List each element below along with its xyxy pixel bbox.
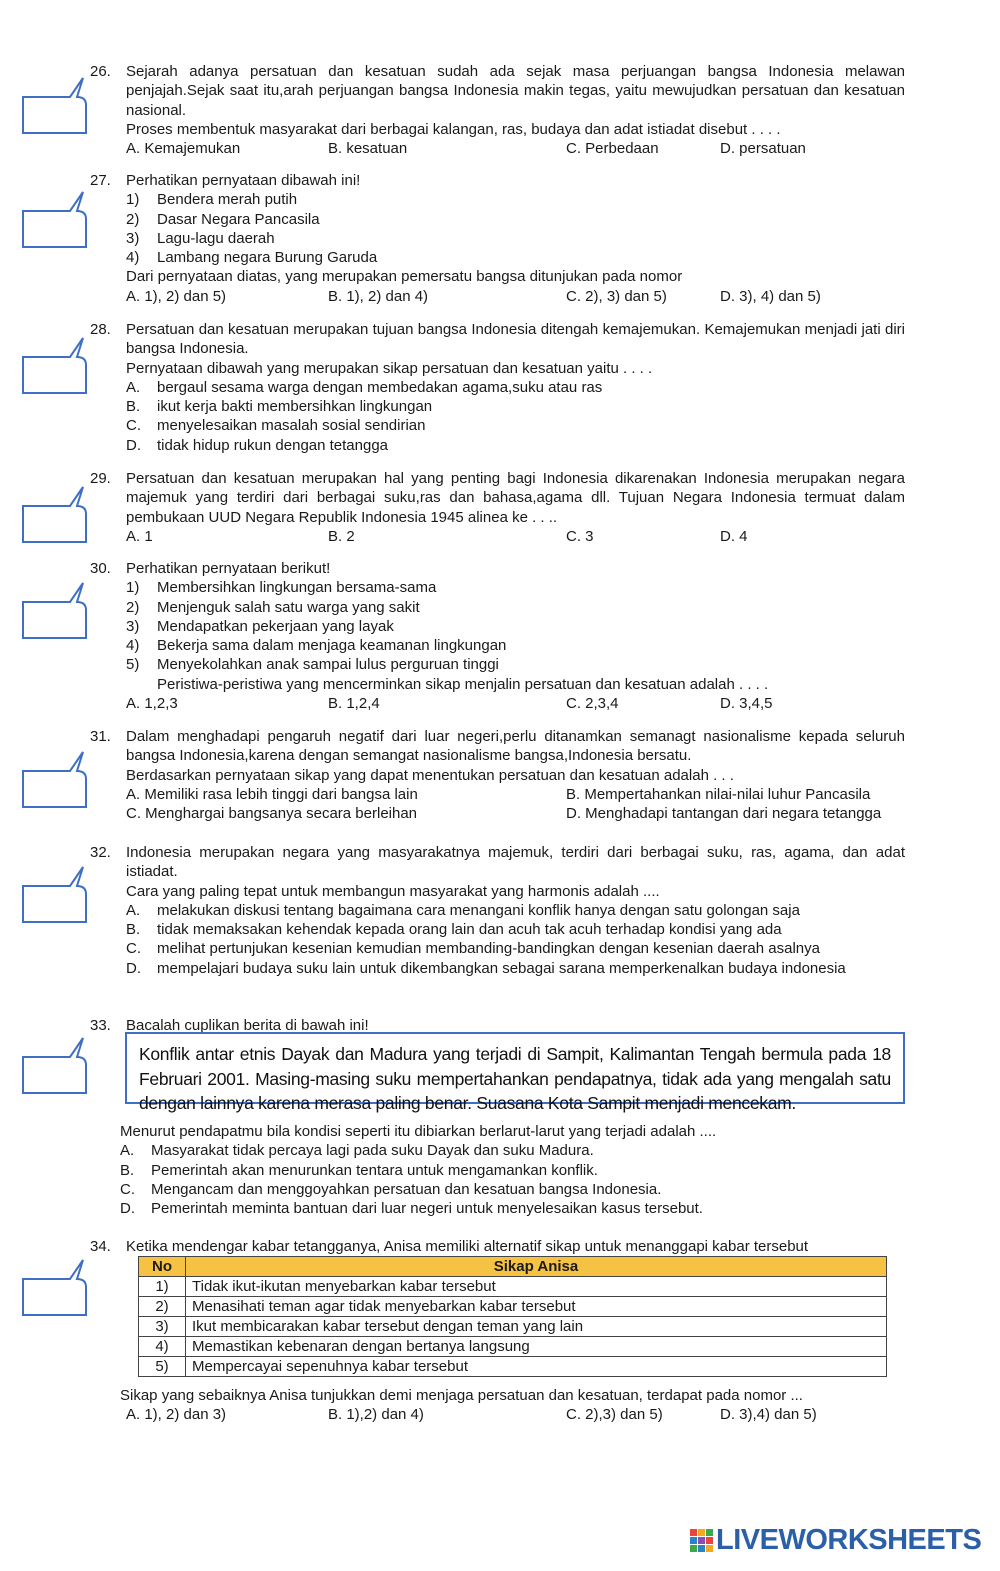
list-item: C. Mengancam dan menggoyahkan persatuan dan kesatuan bangsa Indonesia. bbox=[120, 1180, 662, 1198]
list-item: C. menyelesaikan masalah sosial sendirian bbox=[126, 417, 426, 435]
question-text: Perhatikan pernyataan dibawah ini! bbox=[126, 172, 361, 189]
column-header-no: No bbox=[139, 1257, 186, 1277]
options-row bbox=[126, 527, 905, 546]
option-d: D. 3),4) dan 5) bbox=[720, 1406, 817, 1424]
question-28 bbox=[90, 320, 905, 455]
list-item: D. mempelajari budaya suku lain untuk dikembangkan sebagai sarana memperkenalkan budaya indonesia bbox=[126, 959, 846, 977]
question-number: 34. bbox=[90, 1238, 111, 1255]
question-26 bbox=[90, 62, 905, 158]
table-row: 2) Menasihati teman agar tidak menyebarkan kabar tersebut bbox=[139, 1297, 887, 1317]
options-row bbox=[126, 139, 905, 158]
option-a: A. Memiliki rasa lebih tinggi dari bangsa lain bbox=[126, 785, 418, 803]
question-text: Bacalah cuplikan berita di bawah ini! bbox=[126, 1017, 369, 1034]
question-prompt: Peristiwa-peristiwa yang mencerminkan sikap menjalin persatuan dan kesatuan adalah . . . . bbox=[157, 675, 769, 693]
list-item: C. melihat pertunjukan kesenian kemudian membanding-bandingkan dengan kesenian daerah asalnya bbox=[126, 940, 820, 958]
option-b: B. 2 bbox=[328, 527, 355, 545]
question-text: Indonesia merupakan negara yang masyarakatnya majemuk, terdiri dari berbagai suku, ras, agama, dan adat istiadat. bbox=[126, 844, 905, 881]
question-text: Dalam menghadapi pengaruh negatif dari luar negeri,perlu ditanamkan semanagt nasionalisme kepada seluruh bangsa Indonesia,karena dengan semangat nasionalisme bangsa,Indonesia bersatu. bbox=[126, 728, 905, 765]
answer-box-32[interactable] bbox=[20, 862, 90, 926]
question-prompt: Berdasarkan pernyataan sikap yang dapat menentukan persatuan dan kesatuan adalah . . . bbox=[126, 766, 734, 784]
list-item: A. bergaul sesama warga dengan membedakan agama,suku atau ras bbox=[126, 378, 603, 396]
answer-box-31[interactable] bbox=[20, 747, 90, 811]
question-33-options bbox=[120, 1122, 910, 1218]
answer-box-29[interactable] bbox=[20, 482, 90, 546]
option-a: A. 1 bbox=[126, 527, 153, 545]
list-item: D. Pemerintah meminta bantuan dari luar negeri untuk menyelesaikan kasus tersebut. bbox=[120, 1200, 703, 1218]
list-item: 3) Mendapatkan pekerjaan yang layak bbox=[126, 617, 394, 635]
option-b: B. 1), 2) dan 4) bbox=[328, 287, 429, 305]
question-text: Persatuan dan kesatuan merupakan hal yang penting bagi Indonesia dikarenakan Indonesia merupakan negara majemuk yang terdiri dari berbagai suku,ras dan bahasa,agama dll. Tujuan Negara Indonesia termuat dalam pembukaan UUD Negara Republik Indonesia 1945 alinea ke . . .. bbox=[126, 470, 905, 526]
option-b: B. Mempertahankan nilai-nilai luhur Pancasila bbox=[566, 785, 871, 803]
news-excerpt-box: Konflik antar etnis Dayak dan Madura yang terjadi di Sampit, Kalimantan Tengah bermula pada 18 Februari 2001. Masing-masing suku mempertahankan pendapatnya, tidak ada yang mengalah satu dengan lainnya karena merasa paling benar. Suasana Kota Sampit menjadi mencekam. bbox=[125, 1032, 905, 1104]
table-row: 3) Ikut membicarakan kabar tersebut dengan teman yang lain bbox=[139, 1317, 887, 1337]
question-text: Persatuan dan kesatuan merupakan tujuan bangsa Indonesia ditengah kemajemukan. Kemajemukan menjadi jati diri bangsa Indonesia. bbox=[126, 321, 905, 358]
question-prompt: Menurut pendapatmu bila kondisi seperti itu dibiarkan berlarut-larut yang terjadi adalah .... bbox=[120, 1123, 717, 1140]
answer-box-33[interactable] bbox=[20, 1033, 90, 1097]
option-c: C. 3 bbox=[566, 527, 594, 545]
question-prompt: Dari pernyataan diatas, yang merupakan pemersatu bangsa ditunjukan pada nomor bbox=[126, 268, 683, 286]
table-row: 5) Mempercayai sepenuhnya kabar tersebut bbox=[139, 1357, 887, 1377]
list-item: A. Masyarakat tidak percaya lagi pada suku Dayak dan suku Madura. bbox=[120, 1142, 594, 1160]
option-b: B. 1),2) dan 4) bbox=[328, 1406, 424, 1424]
question-number: 27. bbox=[90, 172, 111, 189]
question-prompt: Proses membentuk masyarakat dari berbagai kalangan, ras, budaya dan adat istiadat disebut . . . . bbox=[126, 120, 781, 138]
question-number: 28. bbox=[90, 321, 111, 338]
list-item: A. melakukan diskusi tentang bagaimana cara menangani konflik hanya dengan satu golongan saja bbox=[126, 901, 800, 919]
question-prompt: Sikap yang sebaiknya Anisa tunjukkan demi menjaga persatuan dan kesatuan, terdapat pada nomor ... bbox=[120, 1387, 803, 1404]
list-item: 1) Bendera merah putih bbox=[126, 191, 298, 209]
option-d: D. 3), 4) dan 5) bbox=[720, 287, 821, 305]
question-29 bbox=[90, 469, 905, 546]
question-text: Sejarah adanya persatuan dan kesatuan sudah ada sejak masa perjuangan bangsa Indonesia melawan penjajah.Sejak saat itu,arah perjuangan bangsa Indonesia makin tegas, yaitu mewujudkan persatuan dan kesatuan nasional. bbox=[126, 63, 905, 119]
list-item: 5) Menyekolahkan anak sampai lulus perguruan tinggi bbox=[126, 656, 499, 674]
question-number: 30. bbox=[90, 560, 111, 577]
option-d: D. 4 bbox=[720, 527, 748, 545]
answer-box-34[interactable] bbox=[20, 1255, 90, 1319]
list-item: 1) Membersihkan lingkungan bersama-sama bbox=[126, 579, 437, 597]
question-text: Perhatikan pernyataan berikut! bbox=[126, 560, 331, 577]
logo-text: LIVEWORKSHEETS bbox=[716, 1524, 982, 1556]
list-item: 2) Menjenguk salah satu warga yang sakit bbox=[126, 598, 420, 616]
option-c: C. Menghargai bangsanya secara berleihan bbox=[126, 805, 418, 823]
table-header-row bbox=[139, 1257, 887, 1277]
list-item: B. ikut kerja bakti membersihkan lingkungan bbox=[126, 398, 433, 416]
question-number: 31. bbox=[90, 728, 111, 745]
list-item: 3) Lagu-lagu daerah bbox=[126, 229, 275, 247]
table-row: 4) Memastikan kebenaran dengan bertanya langsung bbox=[139, 1337, 887, 1357]
question-32 bbox=[90, 843, 905, 978]
question-prompt: Pernyataan dibawah yang merupakan sikap persatuan dan kesatuan yaitu . . . . bbox=[126, 359, 653, 377]
answer-box-26[interactable] bbox=[20, 73, 90, 137]
question-34-options bbox=[120, 1386, 910, 1425]
logo-grid-icon bbox=[690, 1529, 713, 1552]
option-a: A. 1), 2) dan 3) bbox=[126, 1406, 227, 1424]
list-item: 2) Dasar Negara Pancasila bbox=[126, 210, 320, 228]
option-a: A. 1), 2) dan 5) bbox=[126, 287, 227, 305]
table-row: 1) Tidak ikut-ikutan menyebarkan kabar tersebut bbox=[139, 1277, 887, 1297]
option-b: B. 1,2,4 bbox=[328, 695, 380, 713]
options-row bbox=[126, 804, 905, 823]
options-row bbox=[126, 694, 905, 713]
option-c: C. 2,3,4 bbox=[566, 695, 619, 713]
option-d: D. persatuan bbox=[720, 140, 806, 158]
question-number: 26. bbox=[90, 63, 111, 80]
question-prompt: Cara yang paling tepat untuk membangun masyarakat yang harmonis adalah .... bbox=[126, 882, 660, 900]
question-text: Ketika mendengar kabar tetangganya, Anisa memiliki alternatif sikap untuk menanggapi kabar tersebut bbox=[126, 1238, 809, 1255]
option-c: C. 2),3) dan 5) bbox=[566, 1406, 663, 1424]
liveworksheets-logo bbox=[690, 1524, 981, 1557]
column-header-sikap: Sikap Anisa bbox=[186, 1257, 887, 1277]
answer-box-28[interactable] bbox=[20, 333, 90, 397]
option-a: A. Kemajemukan bbox=[126, 140, 241, 158]
options-row bbox=[126, 287, 905, 306]
option-a: A. 1,2,3 bbox=[126, 695, 178, 713]
list-item: 4) Bekerja sama dalam menjaga keamanan lingkungan bbox=[126, 637, 507, 655]
options-row bbox=[126, 785, 905, 804]
question-number: 33. bbox=[90, 1017, 111, 1034]
answer-box-27[interactable] bbox=[20, 187, 90, 251]
option-d: D. Menghadapi tantangan dari negara tetangga bbox=[566, 805, 882, 823]
list-item: B. tidak memaksakan kehendak kepada orang lain dan acuh tak acuh terhadap kondisi yang ada bbox=[126, 921, 782, 939]
question-number: 32. bbox=[90, 844, 111, 861]
question-number: 29. bbox=[90, 470, 111, 487]
option-c: C. Perbedaan bbox=[566, 140, 659, 158]
option-b: B. kesatuan bbox=[328, 140, 408, 158]
list-item: D. tidak hidup rukun dengan tetangga bbox=[126, 436, 389, 454]
option-d: D. 3,4,5 bbox=[720, 695, 773, 713]
answer-box-30[interactable] bbox=[20, 578, 90, 642]
question-27 bbox=[90, 171, 905, 306]
list-item: B. Pemerintah akan menurunkan tentara untuk mengamankan konflik. bbox=[120, 1161, 598, 1179]
question-31 bbox=[90, 727, 905, 823]
question-34 bbox=[90, 1237, 905, 1256]
options-row bbox=[120, 1405, 910, 1424]
option-c: C. 2), 3) dan 5) bbox=[566, 287, 667, 305]
list-item: 4) Lambang negara Burung Garuda bbox=[126, 249, 378, 267]
question-30 bbox=[90, 559, 905, 713]
attitude-table bbox=[138, 1256, 887, 1377]
